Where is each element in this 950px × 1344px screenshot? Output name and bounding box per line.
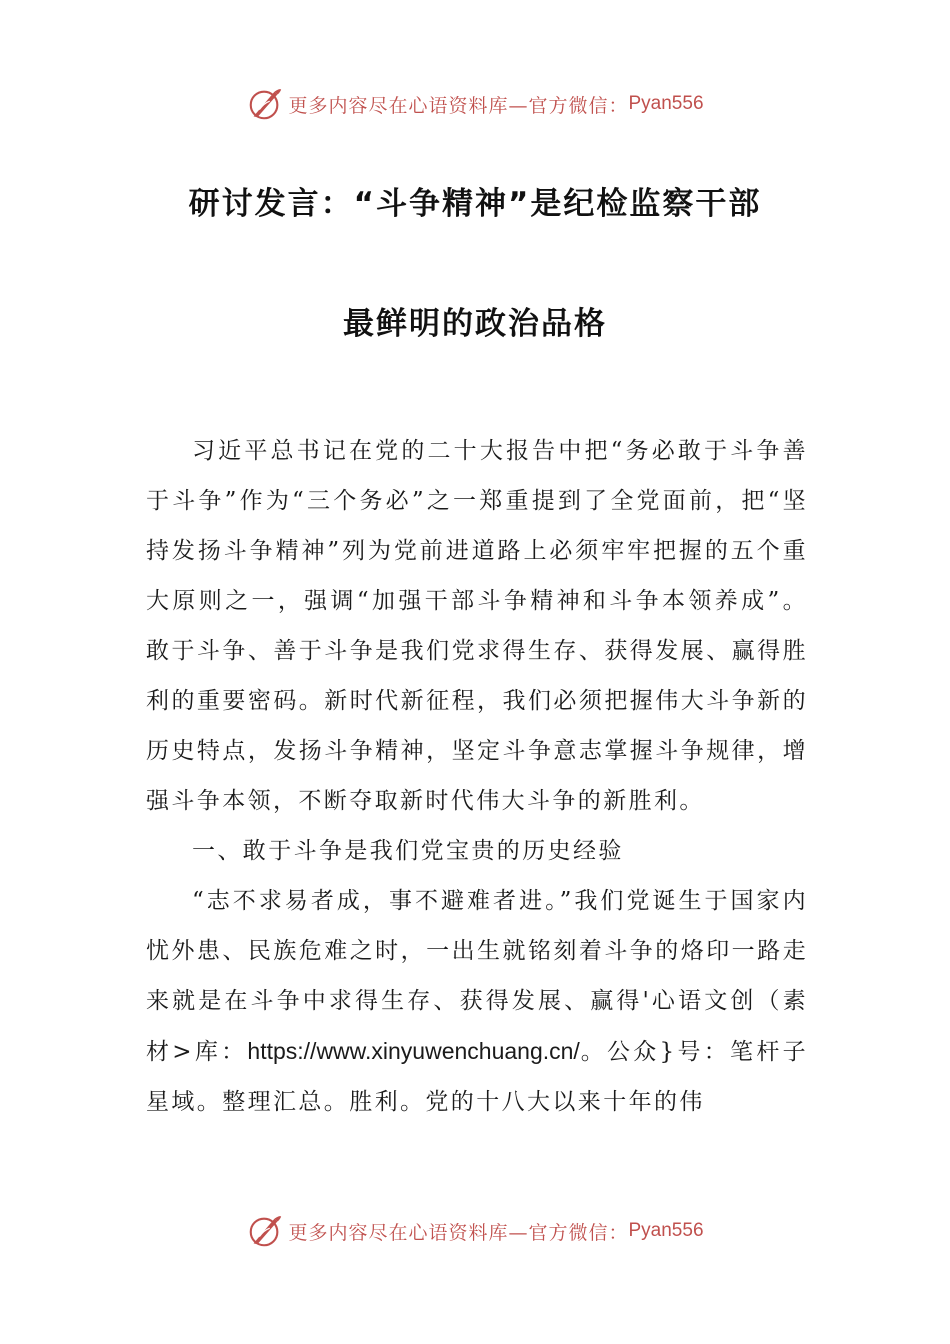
quill-logo-icon bbox=[246, 1212, 284, 1250]
paragraph-history-text-a: “志不求易者成，事不避难者进。”我们党诞生于国家内忧外患、民族危难之时，一出生就铭刻着斗争的烙印一路走来就是在斗争中求得生存、获得发展、赢得'心语文创（素材>库： bbox=[146, 888, 808, 1065]
footer-banner-text: 更多内容尽在心语资料库—官方微信： bbox=[288, 1221, 629, 1244]
footer-wechat-id: Pyan556 bbox=[628, 1220, 704, 1241]
paragraph-intro: 习近平总书记在党的二十大报告中把“务必敢于斗争善于斗争”作为“三个务必”之一郑重提到了全党面前，把“坚持发扬斗争精神”列为党前进道路上必须牢牢把握的五个重大原则之一，强调“加强干部斗争精神和斗争本领养成”。敢于斗争、善于斗争是我们党求得生存、获得发展、赢得胜利的重要密码。新时代新征程，我们必须把握伟大斗争新的历史特点，发扬斗争精神，坚定斗争意志掌握斗争规律，增强斗争本领，不断夺取新时代伟大斗争的新胜利。 bbox=[146, 438, 808, 814]
paragraph-history bbox=[146, 876, 808, 1127]
header-banner bbox=[0, 82, 950, 126]
document-title-line2: 最鲜明的政治品格 bbox=[343, 306, 607, 342]
footer-banner bbox=[0, 1209, 950, 1253]
document-title-line1: 研讨发言：“斗争精神”是纪检监察干部 bbox=[188, 186, 762, 222]
document-body bbox=[146, 426, 808, 1127]
header-wechat-id: Pyan556 bbox=[628, 93, 704, 114]
section-heading-1: 一、敢于斗争是我们党宝贵的历史经验 bbox=[192, 838, 624, 864]
quill-logo-icon bbox=[246, 85, 284, 123]
source-url-link[interactable]: https://www.xinyuwenchuang.cn/ bbox=[247, 1038, 580, 1064]
header-banner-text: 更多内容尽在心语资料库—官方微信： bbox=[288, 94, 629, 117]
paragraph-history-text-b: 。公众}号：笔杆子星域。整理汇总。胜利。党的十八大以来十年的伟 bbox=[146, 1039, 808, 1115]
